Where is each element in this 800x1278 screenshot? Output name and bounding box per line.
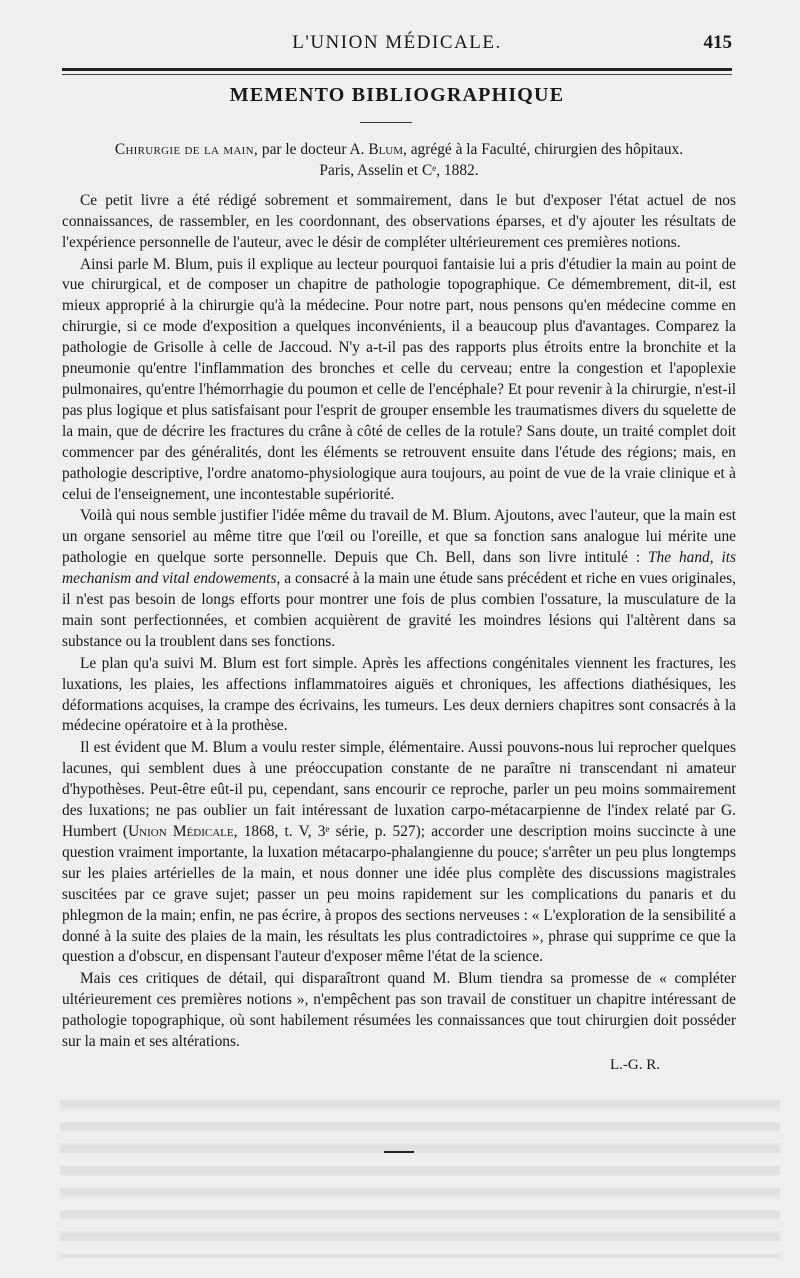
paragraph-6: Mais ces critiques de détail, qui disparaîtront quand M. Blum tiendra sa promesse de « compléter ultérieurement ces premières notions », n'empêchent pas son travail de constituer un chapitre intéressant de pathologie topographique, où sont habilement résumées les connaissances que tout chirurgien doit posséder sur la main et ses altérations.: [62, 970, 736, 1051]
header-rule: [62, 68, 732, 71]
running-title: L'UNION MÉDICALE.: [292, 32, 502, 53]
page-number: 415: [703, 32, 732, 53]
end-divider: [384, 1151, 414, 1153]
author-name: Blum: [368, 141, 404, 158]
header-rule-thin: [62, 74, 732, 75]
cited-book-title: The hand, its mechanism and vital endowements: [62, 549, 736, 588]
title-divider: [360, 122, 412, 123]
by-text: par le docteur A.: [258, 141, 369, 158]
publisher-line: Paris, Asselin et Cᵉ, 1882.: [319, 161, 479, 179]
author-credentials: , agrégé à la Faculté, chirurgien des hôpitaux.: [403, 141, 684, 158]
paragraph-4: Le plan qu'a suivi M. Blum est fort simple. Après les affections congénitales viennent les fractures, les luxations, les plaies, les affections inflammatoires aiguës et chroniques, les affections diathésiques, les déformations acquises, la crampe des écrivains, les tumeurs. Les deux derniers chapitres sont consacrés à la médecine opératoire et à la prothèse.: [62, 654, 736, 735]
paragraph-2: Ainsi parle M. Blum, puis il explique au lecteur pourquoi fantaisie lui a pris d'étudier la main au point de vue chirurgical, et de composer un chapitre de pathologie topographique. Ce démembrement, dit-il, est mieux approprié à la chirurgie qu'à la médecine. Pour notre part, nous pensons qu'en médecine comme en chirurgie, si ce mode d'exposition a quelques inconvénients, il a beaucoup plus d'avantages. Comparez la pathologie de Grisolle à celle de Jaccoud. N'y a-t-il pas des rapports plus étroits entre la bronchite et la pneumonie qu'entre l'inflammation des bronches et celle du cerveau; entre la congestion et l'apoplexie pulmonaires, qu'entre l'hémorrhagie du poumon et celle de l'encéphale? Et pour revenir à la chirurgie, n'est-il pas plus logique et plus satisfaisant pour l'esprit de grouper ensemble les traumatismes divers du squelette de la main, que de décrire les fractures du crâne à côté de celles de la rotule? Sans doute, un traité complet doit commencer par des généralités, dont les éléments se retrouvent ensuite dans l'étude des régions; mais, en pathologie descriptive, l'ordre anatomo-physiologique aura toujours, au point de vue de la vraie clinique et à celui de l'enseignement, une incontestable supériorité.: [62, 255, 736, 503]
paragraph-5-part-a: Il est évident que M. Blum a voulu rester simple, élémentaire. Aussi pouvons-nous lui reprocher quelques lacunes, qui semblent dues à une préoccupation constante de ne paraître ni transcendant ni amateur d'hypothèses. Peut-être eût-il pu, cependant, sans encourir ce reproche, parler un peu moins sommairement des luxations; ne pas oublier un fait intéressant de luxation carpo-métacarpienne de l'index relaté par G. Humbert (: [62, 739, 736, 840]
show-through-text: [60, 1100, 780, 1258]
section-title: MEMENTO BIBLIOGRAPHIQUE: [229, 84, 565, 106]
book-title: Chirurgie de la main,: [114, 141, 259, 158]
review-body: [62, 140, 736, 1076]
signature: L.-G. R.: [610, 1056, 660, 1073]
journal-name: Union Médicale: [128, 823, 234, 840]
paragraph-3-part-b: , a consacré à la main une étude sans précédent et riche en vues originales, il n'est pas besoin de longs efforts pour montrer une fois de plus combien l'ossature, la musculature de la main sont perfectionnées, et combien acquièrent de gravité les moindres lésions qui l'altèrent dans sa substance ou la troublent dans ses fonctions.: [62, 570, 736, 650]
running-header: [62, 30, 732, 64]
book-reference: [62, 140, 736, 182]
paragraph-5-part-b: , 1868, t. V, 3ᵉ série, p. 527); accorder une description moins succincte à une question vraiment importante, la luxation métacarpo-phalangienne du pouce; s'arrêter un peu plus longtemps sur les plaies artérielles de la main, et nous donner une idée plus complète des discussions magistrales suscitées par ce grave sujet; passer un peu moins rapidement sur les complications du panaris et du phlegmon de la main; enfin, ne pas écrire, à propos des sections nerveuses : « L'exploration de la sensibilité a donné à la suite des plaies de la main, les résultats les plus contradictoires », phrase qui supprime ce que la question a d'obscur, en dispensant l'auteur d'exposer même l'état de la science.: [62, 823, 737, 966]
paragraph-3: [62, 506, 736, 652]
paragraph-5: [62, 738, 736, 968]
paragraph-3-part-a: Voilà qui nous semble justifier l'idée même du travail de M. Blum. Ajoutons, avec l'auteur, que la main est un organe sensoriel au même titre que l'œil ou l'oreille, et que sa fonction sans analogue lui mérite une pathologie en quelque sorte personnelle. Depuis que Ch. Bell, dans son livre intitulé :: [62, 507, 736, 567]
paragraph-1: Ce petit livre a été rédigé sobrement et sommairement, dans le but d'exposer l'état actuel de nos connaissances, de rassembler, en les coordonnant, des observations éparses, et d'y ajouter les résultats de l'expérience personnelle de l'auteur, avec le désir de compléter ultérieurement ces premières notions.: [62, 191, 736, 251]
